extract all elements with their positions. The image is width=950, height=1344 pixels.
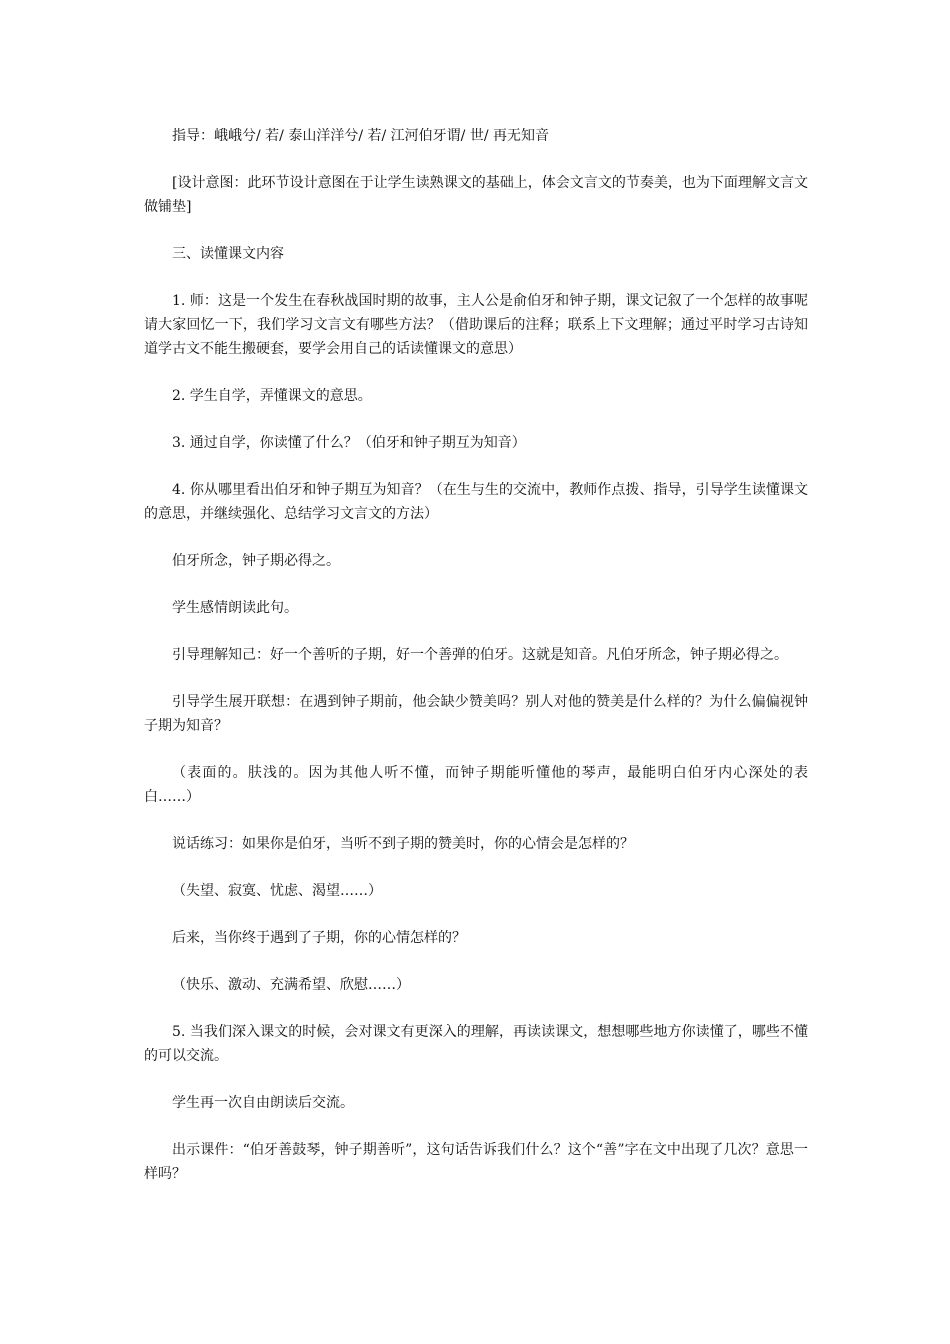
paragraph-courseware: 出示课件：“伯牙善鼓琴，钟子期善听”，这句话告诉我们什么？这个“善”字在文中出现了几次？意思一样吗？ <box>144 1142 808 1182</box>
paragraph-answer-surface: （表面的。肤浅的。因为其他人听不懂，而钟子期能听懂他的琴声，最能明白伯牙内心深处的表白……） <box>144 765 808 805</box>
paragraph-step-4: 4. 你从哪里看出伯牙和钟子期互为知音？（在生与生的交流中，教师作点拨、指导，引导学生读懂课文的意思，并继续强化、总结学习文言文的方法） <box>144 482 808 522</box>
paragraph-guidance: 指导：峨峨兮/ 若/ 泰山洋洋兮/ 若/ 江河伯牙谓/ 世/ 再无知音 <box>172 128 550 144</box>
document-body <box>144 124 808 1209</box>
paragraph-reread: 学生再一次自由朗读后交流。 <box>172 1095 354 1111</box>
paragraph-step-1: 1. 师：这是一个发生在春秋战国时期的故事，主人公是俞伯牙和钟子期，课文记叙了一个怎样的故事呢请大家回忆一下，我们学习文言文有哪些方法？（借助课后的注释；联系上下文理解；通过平时学习古诗知道学古文不能生搬硬套，要学会用自己的话读懂课文的意思） <box>144 293 808 357</box>
paragraph-imagination: 引导学生展开联想：在遇到钟子期前，他会缺少赞美吗？别人对他的赞美是什么样的？为什么偏偏视钟子期为知音？ <box>144 694 808 734</box>
paragraph-step-2: 2. 学生自学，弄懂课文的意思。 <box>172 388 372 404</box>
paragraph-reading: 学生感情朗读此句。 <box>172 600 298 616</box>
paragraph-answer-feelings-1: （失望、寂寞、忧虑、渴望……） <box>172 883 382 899</box>
paragraph-step-5: 5. 当我们深入课文的时候，会对课文有更深入的理解，再读读课文，想想哪些地方你读懂了，哪些不懂的可以交流。 <box>144 1024 808 1064</box>
paragraph-step-3: 3. 通过自学，你读懂了什么？（伯牙和钟子期互为知音） <box>172 435 526 451</box>
paragraph-design-intent: [设计意图：此环节设计意图在于让学生读熟课文的基础上，体会文言文的节奏美，也为下面理解文言文做铺垫] <box>144 175 808 215</box>
paragraph-later-question: 后来，当你终于遇到了子期，你的心情怎样的？ <box>172 930 466 946</box>
paragraph-answer-feelings-2: （快乐、激动、充满希望、欣慰……） <box>172 977 410 993</box>
paragraph-understand-friend: 引导理解知己：好一个善听的子期，好一个善弹的伯牙。这就是知音。凡伯牙所念，钟子期必得之。 <box>172 647 788 663</box>
section-heading: 三、读懂课文内容 <box>172 246 284 262</box>
paragraph-quote: 伯牙所念，钟子期必得之。 <box>172 553 340 569</box>
paragraph-speaking-practice: 说话练习：如果你是伯牙，当听不到子期的赞美时，你的心情会是怎样的？ <box>172 836 634 852</box>
